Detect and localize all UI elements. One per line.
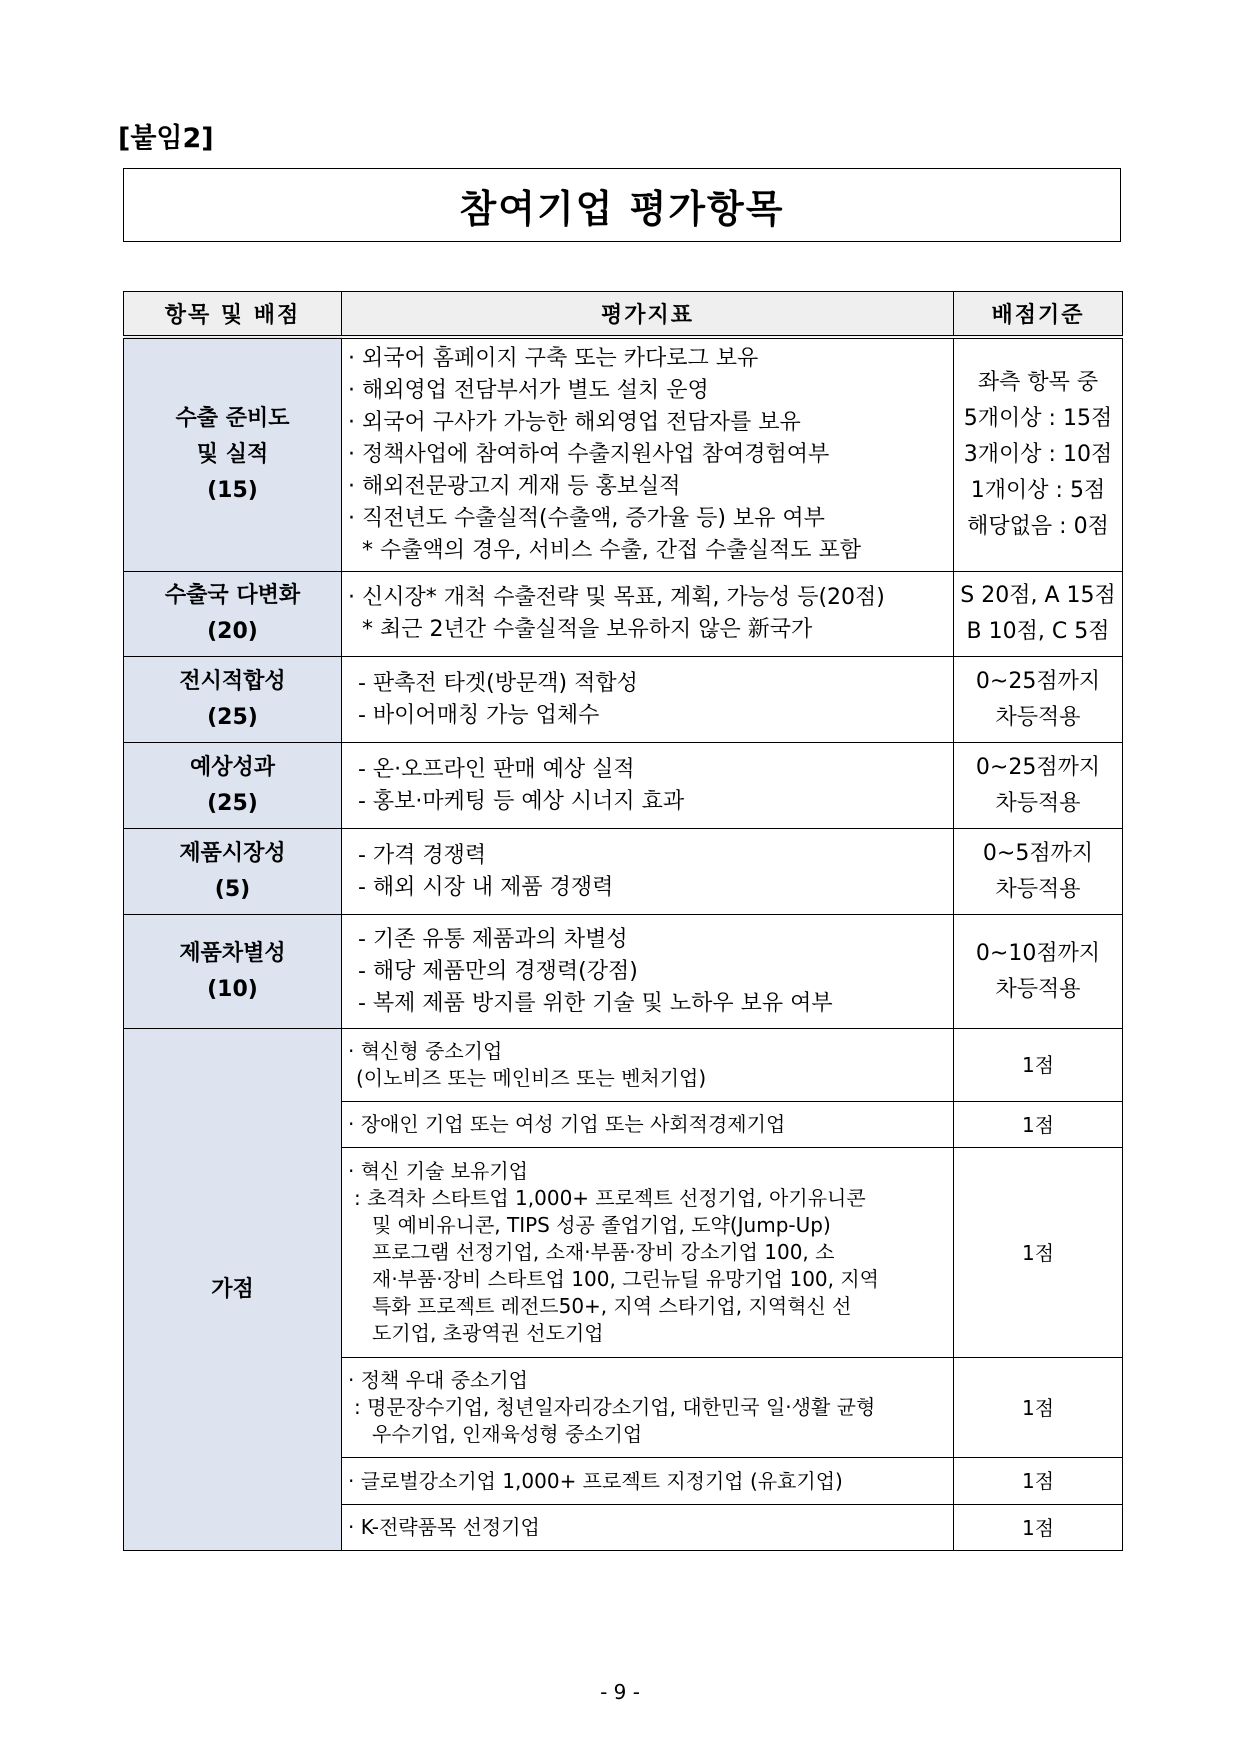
category-name: 제품차별성 (179, 940, 286, 966)
indicator-line: * 최근 2년간 수출실적을 보유하지 않은 新국가 (362, 617, 813, 642)
indicator-cell (342, 743, 954, 829)
bonus-line: · 정책 우대 중소기업 (348, 1368, 528, 1392)
bonus-line: · 혁신형 중소기업 (348, 1039, 503, 1063)
bonus-line: 및 예비유니콘, TIPS 성공 졸업기업, 도약(Jump-Up) (372, 1213, 831, 1237)
category-name: 수출 준비도 (175, 406, 290, 431)
table-row (124, 572, 1123, 657)
bonus-category-name: 가점 (211, 1276, 254, 1302)
criteria-line: 0~10점까지 (975, 940, 1101, 966)
indicator-cell (342, 337, 954, 572)
indicator-line: - 홍보·마케팅 등 예상 시너지 효과 (358, 788, 685, 814)
indicator-line: · 신시장* 개척 수출전략 및 목표, 계획, 가능성 등(20점) (348, 585, 885, 610)
bonus-line: 재·부품·장비 스타트업 100, 그린뉴딜 유망기업 100, 지역 (372, 1267, 880, 1291)
bonus-score-cell: 1점 (954, 1148, 1123, 1358)
category-score: (25) (207, 790, 258, 816)
criteria-line: 좌측 항목 중 (977, 370, 1099, 395)
indicator-cell (342, 829, 954, 915)
bonus-row (124, 1029, 1123, 1102)
bonus-line: · 글로벌강소기업 1,000+ 프로젝트 지정기업 (유효기업) (348, 1468, 843, 1493)
bonus-category-cell (124, 1029, 342, 1551)
indicator-cell (342, 915, 954, 1029)
criteria-line: 차등적용 (995, 704, 1081, 730)
bonus-indicator-cell (342, 1458, 954, 1505)
criteria-line: 차등적용 (995, 876, 1081, 902)
category-cell (124, 829, 342, 915)
criteria-cell (954, 829, 1123, 915)
bonus-line: 특화 프로젝트 레전드50+, 지역 스타기업, 지역혁신 선 (372, 1294, 852, 1318)
bonus-line: · K-전략품목 선정기업 (348, 1515, 540, 1539)
indicator-line: - 해당 제품만의 경쟁력(강점) (358, 958, 638, 984)
criteria-line: 차등적용 (995, 976, 1081, 1002)
criteria-line: 5개이상 : 15점 (963, 406, 1113, 431)
table-header-row (124, 292, 1123, 338)
header-indicator: 평가지표 (342, 292, 954, 338)
bonus-indicator-cell (342, 1148, 954, 1358)
indicator-cell (342, 572, 954, 657)
category-name: 수출국 다변화 (164, 583, 301, 608)
evaluation-table (123, 291, 1123, 1551)
table-row (124, 915, 1123, 1029)
bonus-line: · 혁신 기술 보유기업 (348, 1159, 528, 1183)
criteria-cell (954, 657, 1123, 743)
header-criteria: 배점기준 (954, 292, 1123, 338)
criteria-line: 차등적용 (995, 790, 1081, 816)
indicator-line: · 해외영업 전담부서가 별도 설치 운영 (348, 378, 709, 403)
page-number: - 9 - (600, 1680, 640, 1704)
bonus-line: : 명문장수기업, 청년일자리강소기업, 대한민국 일·생활 균형 (354, 1395, 876, 1419)
indicator-line: - 해외 시장 내 제품 경쟁력 (358, 874, 614, 900)
indicator-line: - 기존 유통 제품과의 차별성 (358, 926, 628, 952)
attachment-label: [붙임2] (118, 123, 214, 154)
criteria-line: 0~5점까지 (982, 840, 1094, 866)
indicator-line: * 수출액의 경우, 서비스 수출, 간접 수출실적도 포함 (362, 538, 861, 563)
category-name: 전시적합성 (179, 668, 286, 694)
indicator-cell (342, 657, 954, 743)
category-cell (124, 743, 342, 829)
indicator-line: - 바이어매칭 가능 업체수 (358, 702, 600, 728)
category-score: (10) (207, 976, 258, 1002)
category-cell (124, 657, 342, 743)
bonus-score-cell: 1점 (954, 1358, 1123, 1458)
bonus-indicator-cell (342, 1029, 954, 1102)
bonus-line: 우수기업, 인재육성형 중소기업 (372, 1422, 643, 1446)
indicator-line: · 외국어 구사가 가능한 해외영업 전담자를 보유 (348, 410, 801, 435)
criteria-line: 0~25점까지 (975, 668, 1101, 694)
table-row (124, 743, 1123, 829)
category-name: 제품시장성 (179, 840, 286, 866)
bonus-score-cell: 1점 (954, 1102, 1123, 1148)
bonus-line: : 초격차 스타트업 1,000+ 프로젝트 선정기업, 아기유니콘 (354, 1186, 866, 1210)
indicator-line: · 정책사업에 참여하여 수출지원사업 참여경험여부 (348, 442, 830, 467)
category-cell (124, 915, 342, 1029)
bonus-score-cell: 1점 (954, 1458, 1123, 1505)
indicator-line: · 외국어 홈페이지 구축 또는 카다로그 보유 (348, 346, 759, 371)
table-row (124, 657, 1123, 743)
bonus-score-cell: 1점 (954, 1505, 1123, 1551)
table-row (124, 829, 1123, 915)
indicator-line: - 가격 경쟁력 (358, 842, 487, 868)
criteria-line: 1개이상 : 5점 (970, 478, 1106, 503)
criteria-line: B 10점, C 5점 (966, 619, 1110, 644)
bonus-line: · 장애인 기업 또는 여성 기업 또는 사회적경제기업 (348, 1112, 786, 1136)
criteria-cell (954, 915, 1123, 1029)
bonus-indicator-cell (342, 1505, 954, 1551)
category-name: 예상성과 (189, 754, 275, 780)
criteria-cell (954, 337, 1123, 572)
header-category: 항목 및 배점 (124, 292, 342, 338)
category-cell (124, 572, 342, 657)
criteria-cell (954, 743, 1123, 829)
table-row (124, 337, 1123, 572)
title-box (123, 168, 1121, 242)
category-cell (124, 337, 342, 572)
criteria-line: 3개이상 : 10점 (963, 442, 1113, 467)
category-score: (5) (214, 876, 251, 902)
category-score: (25) (207, 704, 258, 730)
bonus-line: 도기업, 초광역권 선도기업 (372, 1321, 604, 1345)
indicator-line: - 온·오프라인 판매 예상 실적 (358, 756, 635, 782)
bonus-line: (이노비즈 또는 메인비즈 또는 벤처기업) (356, 1066, 707, 1090)
bonus-indicator-cell (342, 1358, 954, 1458)
indicator-line: - 복제 제품 방지를 위한 기술 및 노하우 보유 여부 (358, 990, 833, 1016)
category-score: (20) (207, 619, 258, 644)
bonus-indicator-cell (342, 1102, 954, 1148)
criteria-line: S 20점, A 15점 (960, 583, 1116, 608)
criteria-line: 해당없음 : 0점 (967, 514, 1109, 539)
bonus-score-cell: 1점 (954, 1029, 1123, 1102)
indicator-line: · 해외전문광고지 게재 등 홍보실적 (348, 474, 681, 499)
bonus-line: 프로그램 선정기업, 소재·부품·장비 강소기업 100, 소 (372, 1240, 835, 1264)
criteria-line: 0~25점까지 (975, 754, 1101, 780)
category-score: (15) (207, 478, 258, 503)
indicator-line: - 판촉전 타겟(방문객) 적합성 (358, 670, 638, 696)
category-name-2: 및 실적 (196, 442, 269, 467)
criteria-cell (954, 572, 1123, 657)
page-title: 참여기업 평가항목 (459, 186, 785, 231)
indicator-line: · 직전년도 수출실적(수출액, 증가율 등) 보유 여부 (348, 506, 825, 531)
